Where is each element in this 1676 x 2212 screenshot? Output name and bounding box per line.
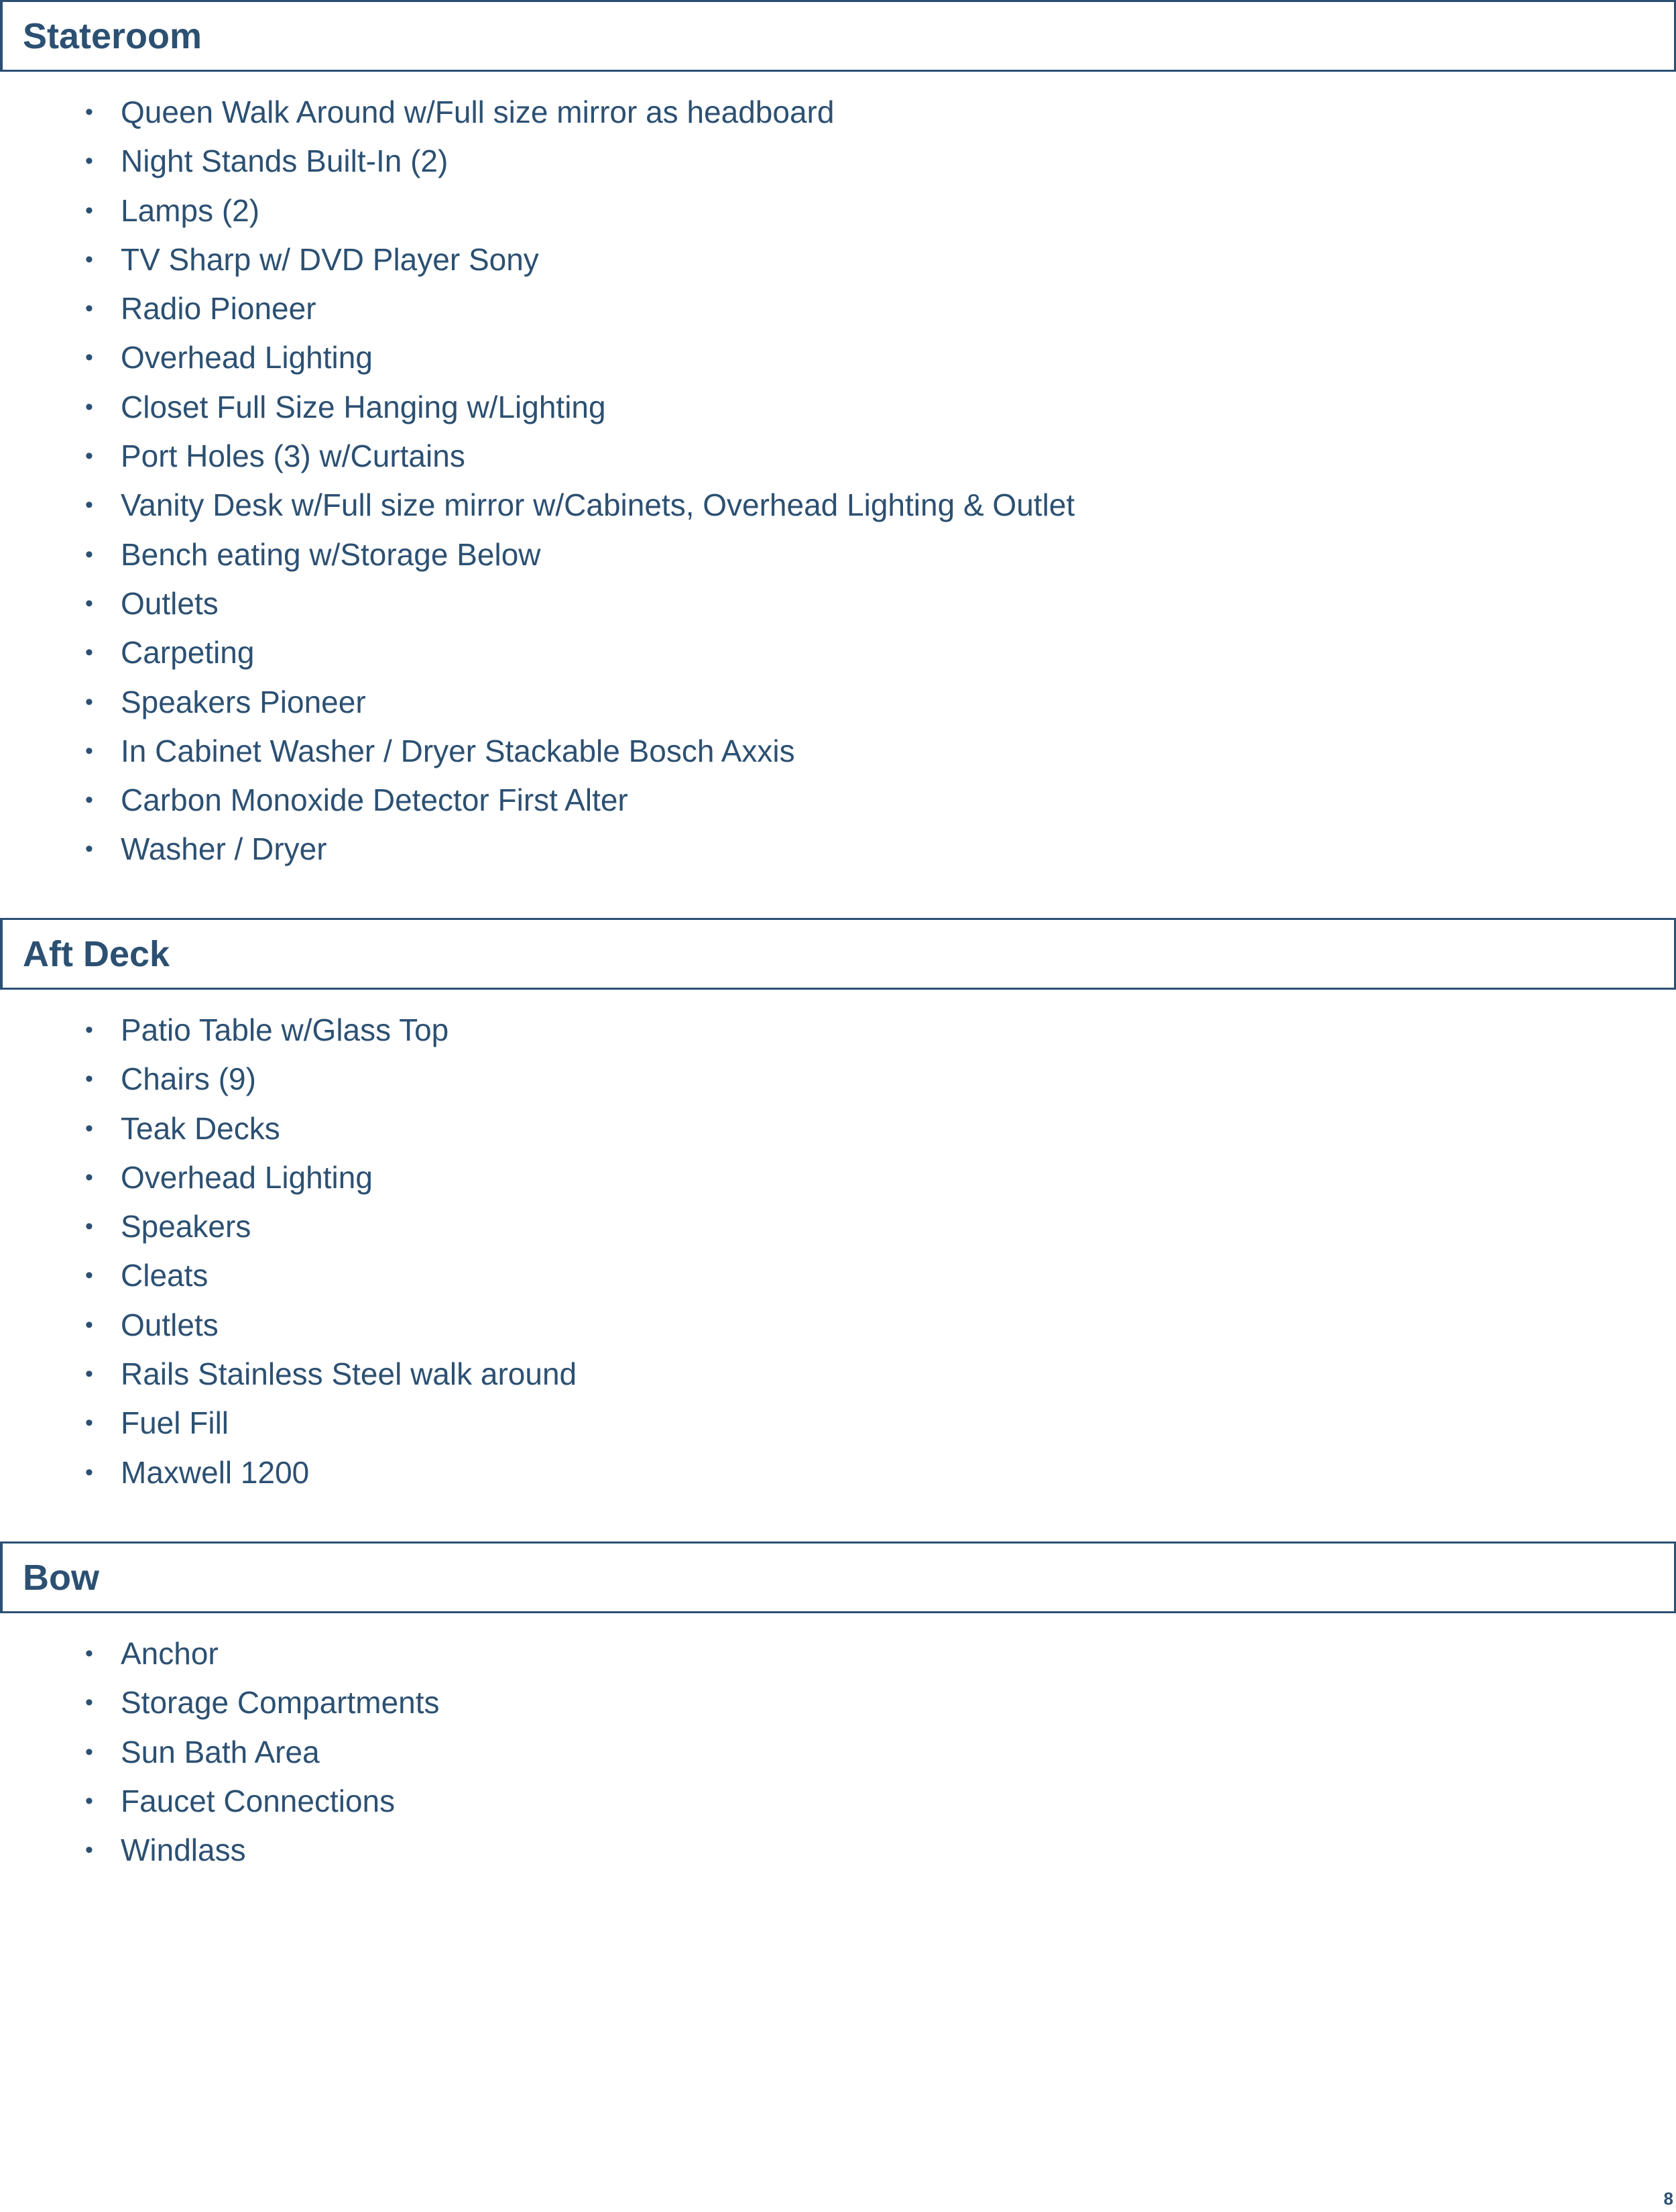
bullet-icon: • <box>85 1312 93 1338</box>
list-item-text: Chairs (9) <box>121 1061 256 1097</box>
list-item-text: Faucet Connections <box>121 1783 396 1818</box>
list-item <box>0 1629 1676 1678</box>
item-list <box>0 88 1676 874</box>
bullet-icon: • <box>85 148 93 174</box>
list-item <box>0 530 1676 579</box>
list-item-text: Teak Decks <box>121 1110 280 1146</box>
bullet-icon: • <box>85 99 93 125</box>
list-item <box>0 628 1676 677</box>
list-item <box>0 1153 1676 1202</box>
list-item <box>0 1350 1676 1399</box>
bullet-icon: • <box>85 836 93 862</box>
list-item-text: Storage Compartments <box>121 1685 440 1721</box>
list-item <box>0 1202 1676 1251</box>
bullet-icon: • <box>85 443 93 469</box>
bullet-icon: • <box>85 1214 93 1240</box>
bullet-icon: • <box>85 1837 93 1863</box>
list-item-text: Carbon Monoxide Detector First Alter <box>121 782 628 818</box>
list-item <box>0 235 1676 284</box>
list-item-text: Outlets <box>121 1307 219 1342</box>
bullet-icon: • <box>85 1641 93 1666</box>
bullet-icon: • <box>85 1788 93 1814</box>
list-item <box>0 1678 1676 1727</box>
list-item-text: Fuel Fill <box>121 1405 229 1441</box>
item-list <box>0 1629 1676 1875</box>
list-item-text: Night Stands Built-In (2) <box>121 143 448 179</box>
list-item-text: In Cabinet Washer / Dryer Stackable Bosch Axxis <box>121 733 795 768</box>
bullet-icon: • <box>85 640 93 666</box>
list-item <box>0 481 1676 530</box>
section-aft-deck <box>0 918 1676 1490</box>
bullet-icon: • <box>85 738 93 764</box>
section-title: Aft Deck <box>23 933 170 974</box>
bullet-icon: • <box>85 1361 93 1387</box>
list-item <box>0 579 1676 628</box>
list-item <box>0 678 1676 727</box>
bullet-icon: • <box>85 1017 93 1043</box>
bullet-icon: • <box>85 787 93 813</box>
list-item <box>0 776 1676 825</box>
list-item <box>0 88 1676 137</box>
list-item-text: Speakers Pioneer <box>121 684 366 719</box>
bullet-icon: • <box>85 345 93 371</box>
list-item <box>0 1055 1676 1104</box>
list-item <box>0 1728 1676 1777</box>
bullet-icon: • <box>85 590 93 616</box>
list-item-text: Overhead Lighting <box>121 1159 373 1195</box>
list-item <box>0 1448 1676 1497</box>
bullet-icon: • <box>85 1410 93 1436</box>
section-header <box>0 0 1676 72</box>
section-stateroom <box>0 0 1676 867</box>
list-item <box>0 1777 1676 1826</box>
list-item-text: Maxwell 1200 <box>121 1454 310 1490</box>
bullet-icon: • <box>85 1066 93 1092</box>
list-item-text: Vanity Desk w/Full size mirror w/Cabinets, Overhead Lighting & Outlet <box>121 487 1075 523</box>
list-item-text: Patio Table w/Glass Top <box>121 1012 449 1047</box>
bullet-icon: • <box>85 689 93 715</box>
bullet-icon: • <box>85 197 93 223</box>
list-item-text: Closet Full Size Hanging w/Lighting <box>121 389 606 424</box>
list-item <box>0 1104 1676 1153</box>
list-item-text: Speakers <box>121 1209 251 1244</box>
list-item-text: TV Sharp w/ DVD Player Sony <box>121 241 539 277</box>
list-item <box>0 1826 1676 1875</box>
section-title: Stateroom <box>23 15 202 56</box>
list-item <box>0 432 1676 481</box>
bullet-icon: • <box>85 1164 93 1190</box>
section-bow <box>0 1541 1676 1868</box>
bullet-icon: • <box>85 1115 93 1141</box>
section-header <box>0 918 1676 990</box>
bullet-icon: • <box>85 492 93 518</box>
list-item <box>0 1399 1676 1448</box>
section-header <box>0 1541 1676 1613</box>
list-item <box>0 186 1676 235</box>
list-item-text: Cleats <box>121 1258 208 1293</box>
bullet-icon: • <box>85 246 93 272</box>
list-item-text: Windlass <box>121 1832 246 1868</box>
list-item-text: Queen Walk Around w/Full size mirror as headboard <box>121 95 835 129</box>
bullet-icon: • <box>85 1263 93 1289</box>
bullet-icon: • <box>85 1739 93 1765</box>
bullet-icon: • <box>85 296 93 322</box>
list-item-text: Bench eating w/Storage Below <box>121 536 541 572</box>
list-item <box>0 1301 1676 1350</box>
list-item-text: Carpeting <box>121 635 255 671</box>
list-item <box>0 1006 1676 1055</box>
list-item-text: Radio Pioneer <box>121 291 316 327</box>
list-item-text: Washer / Dryer <box>121 831 327 867</box>
bullet-icon: • <box>85 1690 93 1716</box>
item-list <box>0 1006 1676 1497</box>
list-item-text: Outlets <box>121 585 219 621</box>
list-item <box>0 727 1676 776</box>
list-item-text: Rails Stainless Steel walk around <box>121 1356 577 1392</box>
list-item-text: Sun Bath Area <box>121 1734 320 1769</box>
section-title: Bow <box>23 1557 99 1598</box>
list-item <box>0 284 1676 333</box>
list-item <box>0 383 1676 432</box>
list-item-text: Lamps (2) <box>121 192 260 228</box>
bullet-icon: • <box>85 1459 93 1485</box>
list-item <box>0 1251 1676 1300</box>
list-item-text: Port Holes (3) w/Curtains <box>121 439 465 474</box>
page-number: 8 <box>1663 2189 1673 2209</box>
list-item-text: Anchor <box>121 1636 219 1671</box>
list-item <box>0 333 1676 382</box>
list-item <box>0 825 1676 874</box>
list-item-text: Overhead Lighting <box>121 340 373 375</box>
bullet-icon: • <box>85 394 93 420</box>
list-item <box>0 137 1676 186</box>
bullet-icon: • <box>85 541 93 567</box>
